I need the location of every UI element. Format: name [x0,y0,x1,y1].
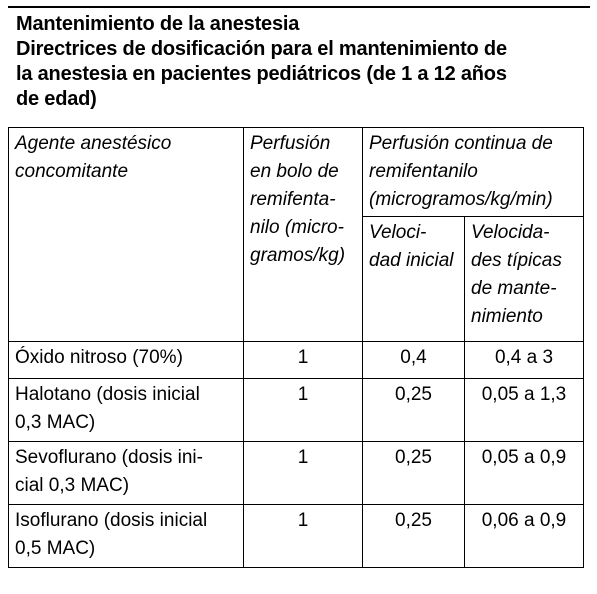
agent-cell [9,505,244,568]
heading-block [16,12,576,112]
header-agent-line: concomitante [15,161,129,182]
header-agent-line: Agente anestésico [15,133,172,154]
header-continuous-line: (microgramos/kg/min) [369,189,553,210]
header-typical-line: des típicas [471,250,562,271]
table-row [9,505,584,568]
header-initial-line: Veloci- [369,222,427,243]
agent-line: 0,3 MAC) [15,412,96,433]
table-row [9,442,584,505]
header-initial-rate [363,217,465,342]
initial-rate-cell: 0,25 [363,379,465,442]
agent-line: Sevoflurano (dosis ini- [15,447,203,468]
table-row [9,342,584,379]
typical-rate-cell: 0,06 a 0,9 [465,505,584,568]
header-bolus [244,128,363,342]
bolus-cell: 1 [244,379,363,442]
agent-line: 0,5 MAC) [15,538,96,559]
bolus-cell: 1 [244,442,363,505]
agent-line: Halotano (dosis inicial [15,384,200,405]
subtitle-line-2: la anestesia en pacientes pediátricos (de 1 a 12 años [16,63,507,85]
header-continuous-line: remifentanilo [369,161,478,182]
section-title: Mantenimiento de la anestesia [16,13,300,35]
subtitle-line-1: Directrices de dosificación para el mantenimiento de [16,38,507,60]
header-bolus-line: Perfusión [250,133,331,154]
agent-cell [9,342,244,379]
table-row [9,379,584,442]
top-rule [8,6,590,8]
header-bolus-line: en bolo de [250,161,339,182]
subtitle-line-3: de edad) [16,88,97,110]
header-typical-line: Velocida- [471,222,550,243]
header-agent [9,128,244,342]
typical-rate-cell: 0,05 a 1,3 [465,379,584,442]
header-typical-line: nimiento [471,306,543,327]
header-bolus-line: nilo (micro- [250,217,344,238]
header-continuous [363,128,584,217]
agent-line: Isoflurano (dosis inicial [15,510,208,531]
agent-cell [9,442,244,505]
agent-cell [9,379,244,442]
agent-line: cial 0,3 MAC) [15,475,130,496]
header-continuous-line: Perfusión continua de [369,133,553,154]
bolus-cell: 1 [244,342,363,379]
bolus-cell: 1 [244,505,363,568]
typical-rate-cell: 0,05 a 0,9 [465,442,584,505]
initial-rate-cell: 0,25 [363,442,465,505]
typical-rate-cell: 0,4 a 3 [465,342,584,379]
agent-line: Óxido nitroso (70%) [15,347,183,368]
header-initial-line: dad inicial [369,250,454,271]
initial-rate-cell: 0,4 [363,342,465,379]
header-typical-rate [465,217,584,342]
dosing-table [8,127,584,568]
initial-rate-cell: 0,25 [363,505,465,568]
header-bolus-line: gramos/kg) [250,245,346,266]
header-typical-line: de mante- [471,278,557,299]
header-bolus-line: remifenta- [250,189,336,210]
